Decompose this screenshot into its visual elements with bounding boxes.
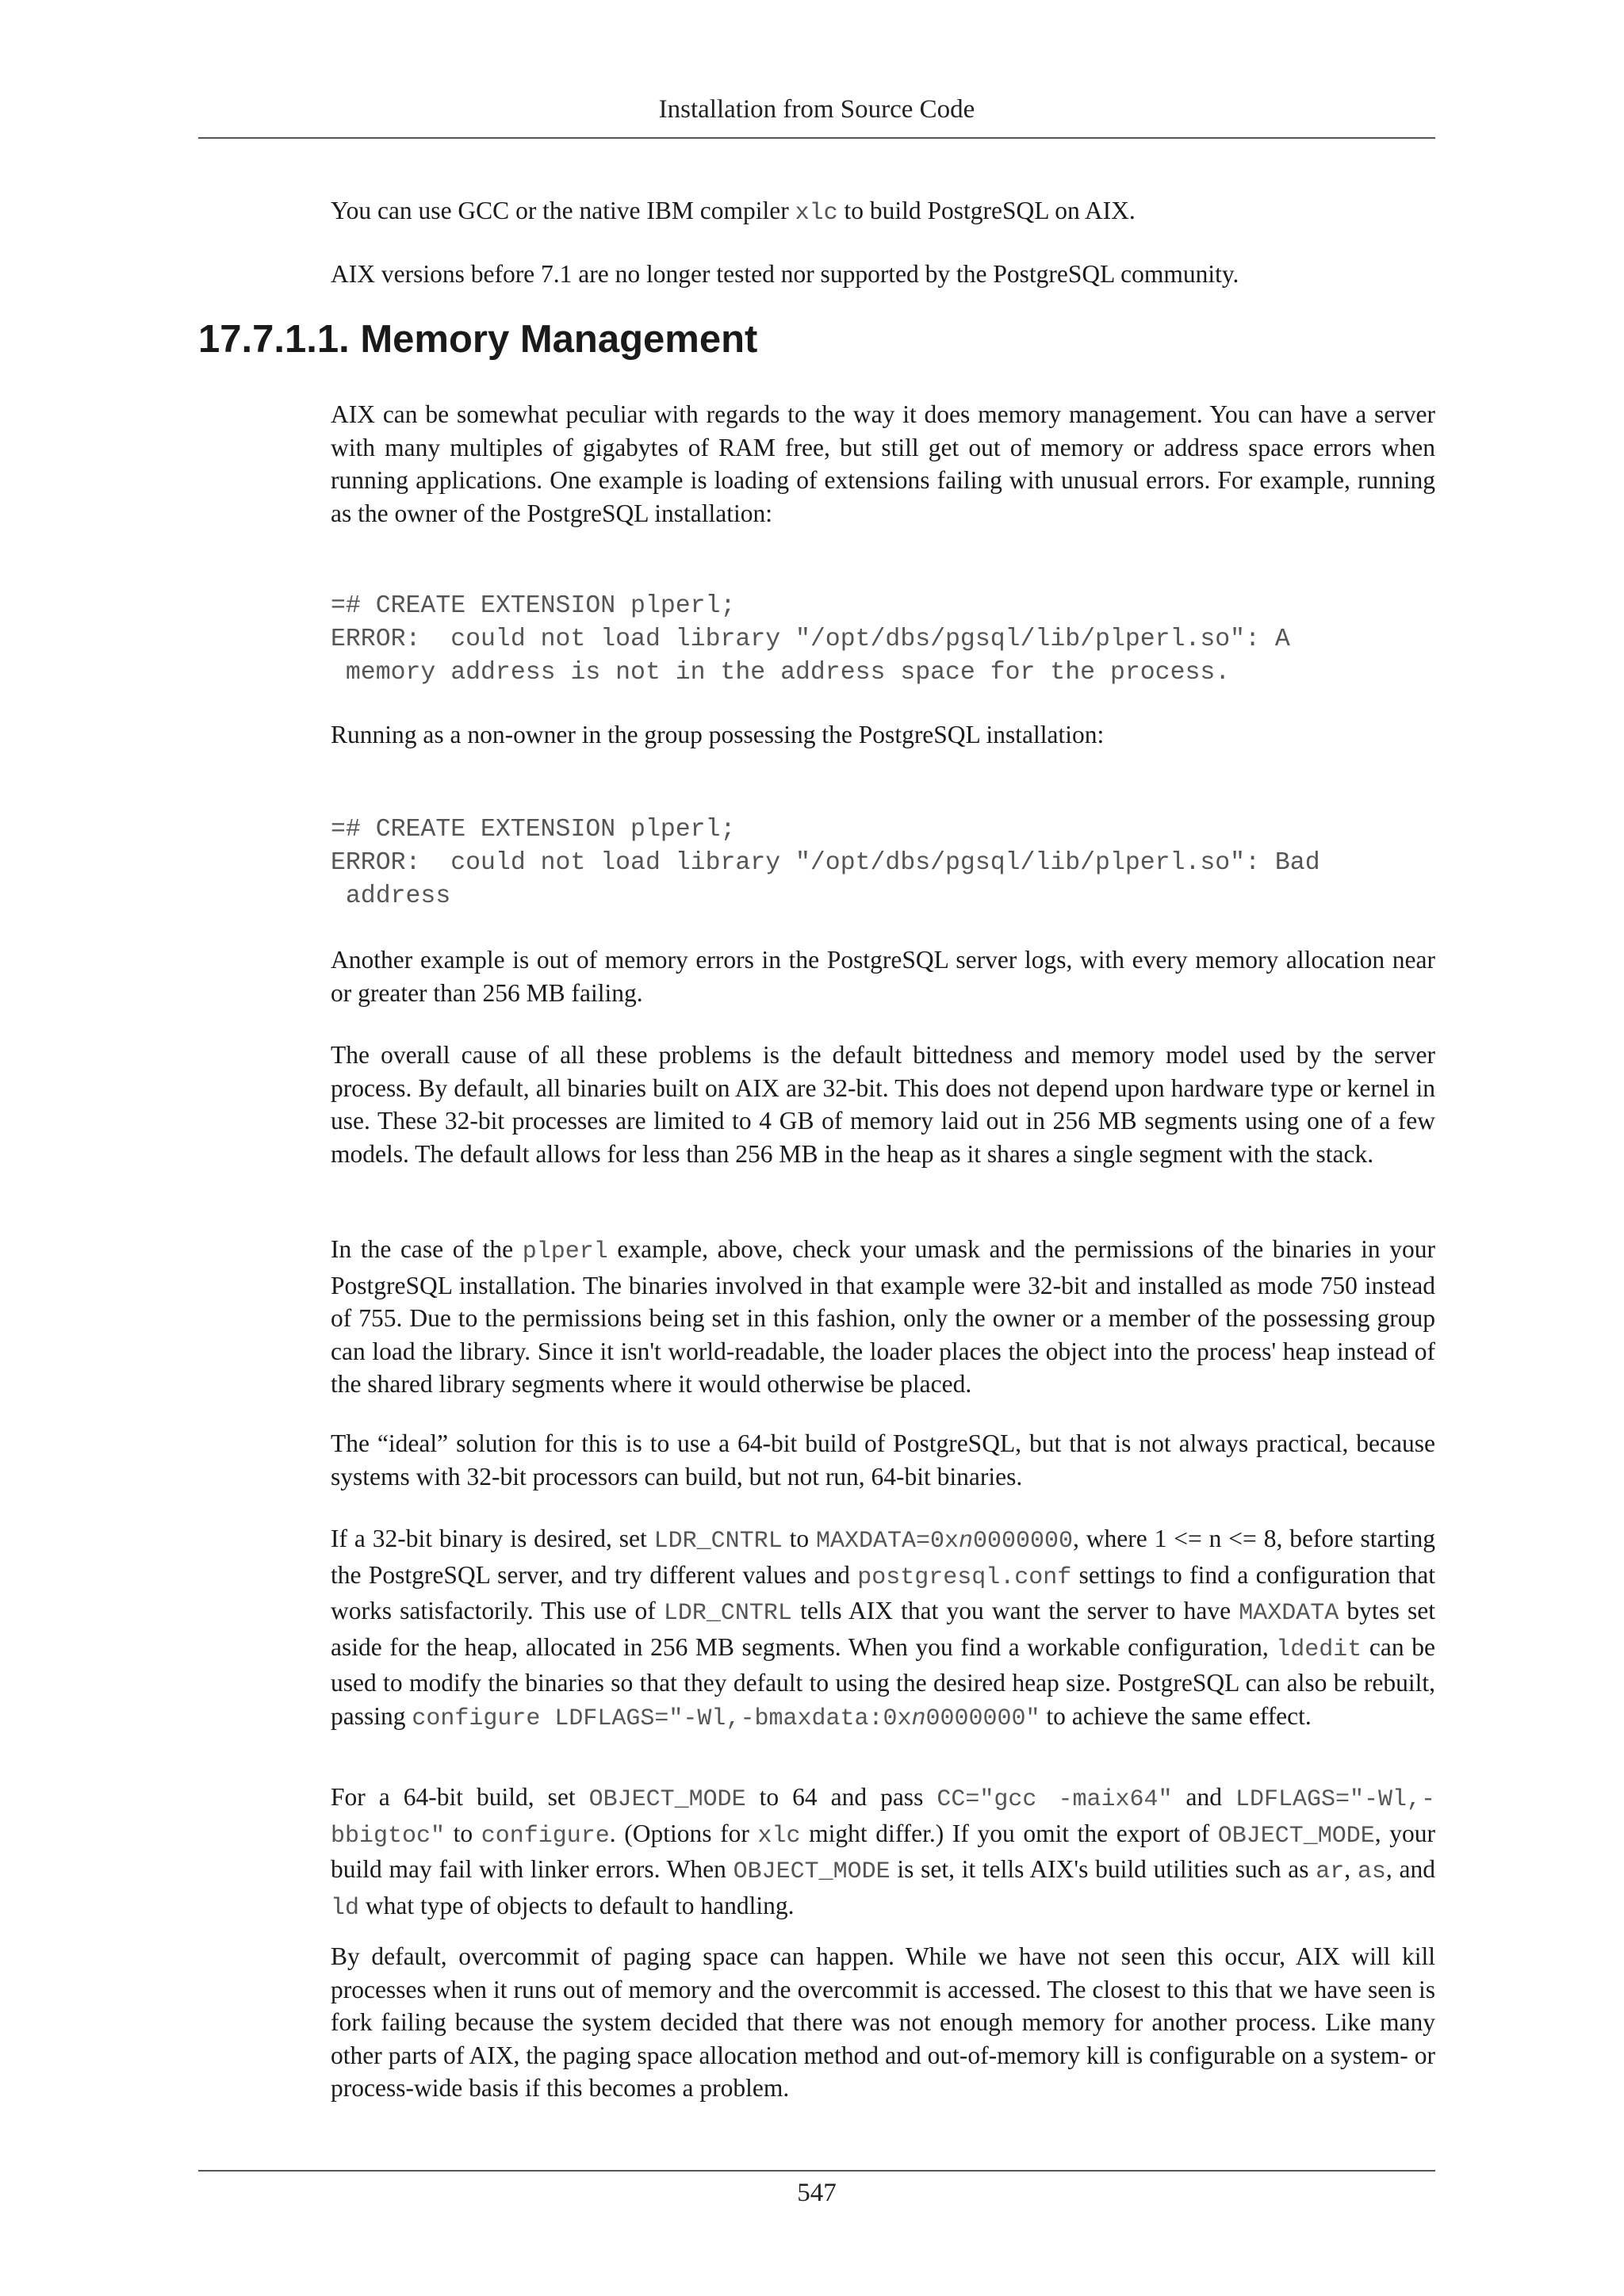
inline-code: postgresql.conf (857, 1563, 1072, 1591)
inline-code: as (1357, 1858, 1386, 1885)
paragraph-32bit-build: If a 32-bit binary is desired, set LDR_CNTRL to MAXDATA=0xn0000000, where 1 <= n <= 8, before starting the PostgreSQL server, and try different values and postgresql.conf settings to find a configuration that works satisfactorily. This use of LDR_CNTRL tells AIX that you want the server to have MAXDATA bytes set aside for the heap, allocated in 256 MB segments. When you find a workable configuration, ldedit can be used to modify the binaries so that they default to using the desired heap size. PostgreSQL can also be rebuilt, passing configure LDFLAGS="-Wl,-bmaxdata:0xn0000000" to achieve the same effect. (331, 1525, 1436, 1732)
inline-code: ar (1316, 1858, 1345, 1885)
inline-code: LDR_CNTRL (653, 1528, 783, 1555)
inline-code: configure (481, 1822, 610, 1850)
inline-code: ld (331, 1894, 360, 1922)
inline-code: CC="gcc -maix64" (936, 1786, 1173, 1813)
header-rule (198, 137, 1435, 139)
code-block-owner: =# CREATE EXTENSION plperl; ERROR: could not load library "/opt/dbs/pgsql/lib/plperl.so": A memory address is not in the address space for the process. (331, 592, 1290, 687)
inline-code: OBJECT_MODE (1217, 1822, 1375, 1850)
paragraph-memory-intro: AIX can be somewhat peculiar with regards to the way it does memory management. You can have a server with many multiples of gigabytes of RAM free, but still get out of memory or address space errors when running applications. One example is loading of extensions failing with unusual errors. For example, running as the owner of the PostgreSQL installation: (331, 400, 1435, 527)
inline-code: OBJECT_MODE (588, 1786, 746, 1813)
inline-code: LDR_CNTRL (663, 1600, 792, 1627)
code-block-non-owner: =# CREATE EXTENSION plperl; ERROR: could not load library "/opt/dbs/pgsql/lib/plperl.so": Bad address (331, 816, 1320, 910)
section-heading: 17.7.1.1. Memory Management (198, 318, 758, 361)
inline-code: MAXDATA (1239, 1600, 1339, 1627)
paragraph-out-of-memory: Another example is out of memory errors in the PostgreSQL server logs, with every memory allocation near or greater than 256 MB failing. (331, 946, 1435, 1007)
paragraph-64bit-build: For a 64-bit build, set OBJECT_MODE to 64 and pass CC="gcc -maix64" and LDFLAGS="-Wl,-bbigtoc" to configure. (Options for xlc might differ.) If you omit the export of OBJECT_MODE, your build may fail with linker errors. When OBJECT_MODE is set, it tells AIX's build utilities such as ar, as, and ld what type of objects to default to handling. (331, 1783, 1436, 1922)
inline-code: xlc (795, 200, 838, 227)
inline-code: LDFLAGS="-Wl,-bbigtoc" (331, 1786, 1436, 1850)
paragraph-plperl-example: In the case of the plperl example, above, check your umask and the permissions of the binaries in your PostgreSQL installation. The binaries involved in that example were 32-bit and installed as mode 750 instead of 755. Due to the permissions being set in this fashion, only the owner or a member of the possessing group can load the library. Since it isn't world-readable, the loader places the object into the process' heap instead of the shared library segments where it would otherwise be placed. (331, 1235, 1435, 1398)
running-header: Installation from Source Code (658, 95, 975, 124)
inline-code: MAXDATA=0xn0000000 (815, 1528, 1074, 1555)
intro-paragraph-compiler: You can use GCC or the native IBM compiler xlc to build PostgreSQL on AIX. (331, 197, 1136, 227)
inline-code: ldedit (1276, 1636, 1362, 1663)
inline-code: plperl (522, 1238, 608, 1265)
paragraph-non-owner: Running as a non-owner in the group possessing the PostgreSQL installation: (331, 721, 1105, 748)
inline-code: OBJECT_MODE (733, 1858, 891, 1885)
paragraph-overcommit: By default, overcommit of paging space can happen. While we have not seen this occur, AIX will kill processes when it runs out of memory and the overcommit is accessed. The closest to this that we have seen is fork failing because the system decided that there was not enough memory for another process. Like many other parts of AIX, the paging space allocation method and out-of-memory kill is configurable on a system- or process-wide basis if this becomes a problem. (331, 1942, 1435, 2102)
inline-code: xlc (757, 1822, 801, 1850)
page-number: 547 (797, 2179, 837, 2207)
footer-rule (198, 2170, 1435, 2172)
paragraph-ideal-solution: The “ideal” solution for this is to use a 64-bit build of PostgreSQL, but that is not always practical, because systems with 32-bit processors can build, but not run, 64-bit binaries. (331, 1429, 1435, 1490)
inline-code: configure LDFLAGS="-Wl,-bmaxdata:0xn0000000" (412, 1705, 1040, 1732)
intro-paragraph-versions: AIX versions before 7.1 are no longer tested nor supported by the PostgreSQL community. (331, 260, 1239, 288)
paragraph-overall-cause: The overall cause of all these problems is the default bittedness and memory model used by the server process. By default, all binaries built on AIX are 32-bit. This does not depend upon hardware type or kernel in use. These 32-bit processes are limited to 4 GB of memory laid out in 256 MB segments using one of a few models. The default allows for less than 256 MB in the heap as it shares a single segment with the stack. (331, 1041, 1435, 1168)
